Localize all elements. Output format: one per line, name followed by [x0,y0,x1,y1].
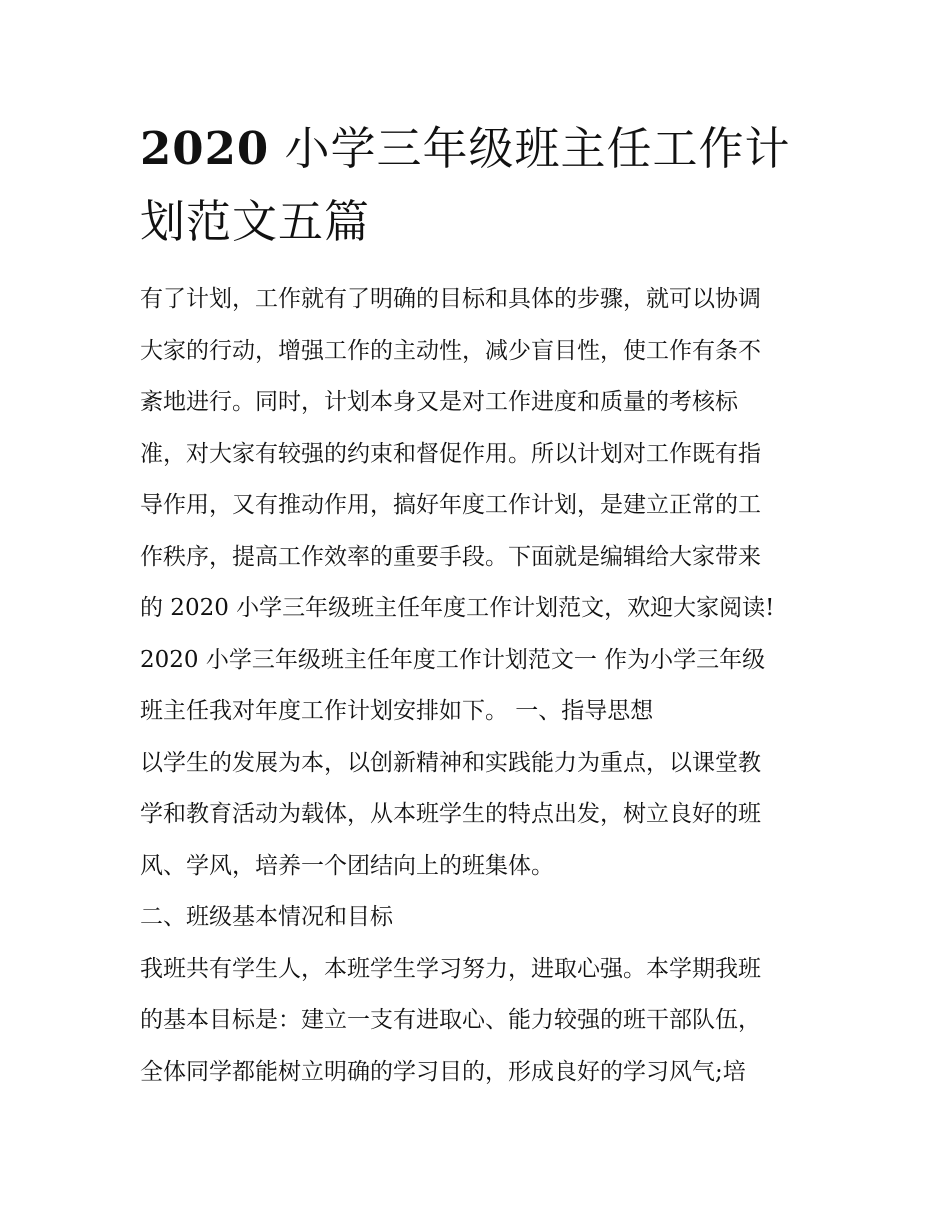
body-line: 学和教育活动为载体，从本班学生的特点出发，树立良好的班 [140,801,761,827]
title-line-1: 小学三年级班主任工作计 [269,122,791,175]
title-line-2: 划范文五篇 [140,195,371,248]
body-line: 作秩序，提高工作效率的重要手段。下面就是编辑给大家带来 [140,543,761,570]
body-line: 有了计划，工作就有了明确的目标和具体的步骤，就可以协调 [140,286,761,312]
body-line: 风、学风，培养一个团结向上的班集体。 [140,852,554,879]
document-title [140,112,820,258]
document-body [140,274,822,1098]
body-line: 导作用，又有推动作用，搞好年度工作计划，是建立正常的工 [140,492,761,518]
body-line: 的 2020 小学三年级班主任年度工作计划范文，欢迎大家阅读! [140,595,775,621]
body-line: 班主任我对年度工作计划安排如下。 一、指导思想 [140,698,654,724]
body-line: 的基本目标是：建立一支有进取心、能力较强的班干部队伍， [140,1007,761,1033]
body-line: 大家的行动，增强工作的主动性，减少盲目性，使工作有条不 [140,337,761,364]
body-line: 以学生的发展为本，以创新精神和实践能力为重点，以课堂教 [140,749,761,776]
body-line: 2020 小学三年级班主任年度工作计划范文一 作为小学三年级 [140,646,766,673]
body-line: 全体同学都能树立明确的学习目的，形成良好的学习风气;培 [140,1058,746,1085]
title-year: 2020 [140,122,270,175]
body-line: 二、班级基本情况和目标 [140,904,393,930]
body-line: 准，对大家有较强的约束和督促作用。所以计划对工作既有指 [140,440,761,467]
body-line: 紊地进行。同时，计划本身又是对工作进度和质量的考核标 [140,389,738,415]
body-line: 我班共有学生人，本班学生学习努力，进取心强。本学期我班 [140,955,761,982]
